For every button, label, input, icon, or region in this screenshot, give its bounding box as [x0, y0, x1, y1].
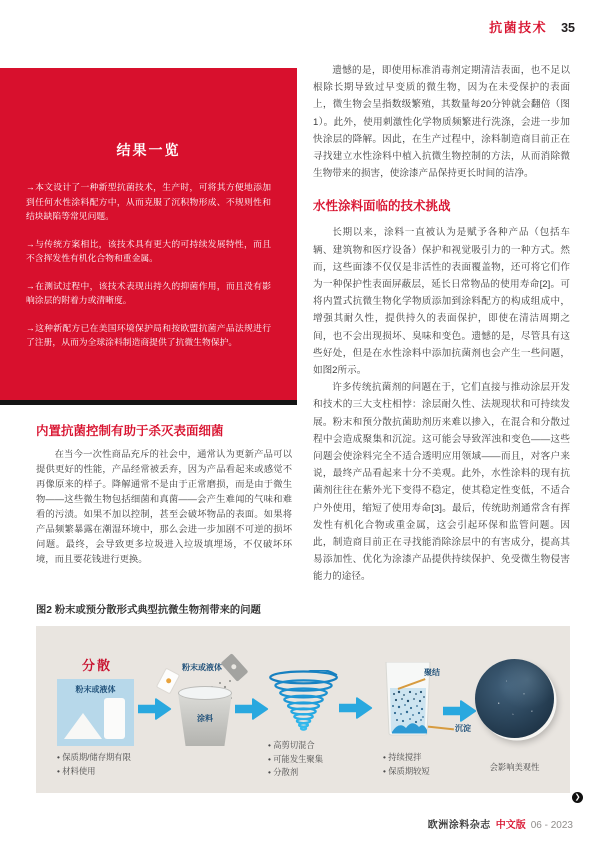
step4-bullets [383, 751, 430, 778]
results-bullet: →与传统方案相比，该技术具有更大的可持续发展特性，而且不含挥发性有机化合物和重金属。 [26, 238, 271, 263]
step3-bullets [268, 739, 323, 780]
right-paragraph-2: 长期以来，涂料一直被认为是赋予各种产品（包括车辆、建筑物和医疗设备）保护和视觉吸引力的一种方式。然而，这些面漆不仅仅是非活性的表面覆盖物，还可将它们作为一种保护性表面屏蔽层，延长日常物品的使用寿命[2]。可将内置式抗微生物化学物质添加到涂料配方的构成组成中，增强其耐久性，提供持久的表面保护，即使在清洁周期之间，也不会出现损坏、臭味和变色。遗憾的是，尽管具有这些好处，但是在水性涂料中添加抗菌剂也会产生一些问题，如图2所示。 [313, 227, 570, 377]
white-sachet-icon [156, 668, 180, 695]
list-item: • 保质期较短 [383, 765, 430, 779]
flow-arrow-icon [339, 696, 373, 720]
list-item: • 分散剂 [268, 766, 323, 780]
flow-arrow-icon [138, 697, 172, 721]
powder-box [57, 679, 134, 746]
paint-bucket-icon [178, 686, 232, 746]
list-item: • 保质期/储存期有限 [57, 751, 131, 765]
left-article-heading: 内置抗菌控制有助于杀灭表面细菌 [36, 424, 224, 438]
figure-caption: 图2 粉末或预分散形式典型抗微生物剂带来的问题 [36, 605, 261, 616]
results-bullet: →本文设计了一种新型抗菌技术，生产时，可将其方便地添加到任何水性涂料配方中，从而克服了沉积物形成、不规则性和结块缺陷等常见问题。 [26, 182, 271, 221]
results-bullet: →这种新配方已在美国环境保护局和按欧盟抗菌产品法规进行了注册，从而为全球涂料制造商提供了抗微生物保护。 [26, 322, 271, 347]
issue-number: 06 - 2023 [530, 820, 573, 831]
right-column [313, 62, 570, 586]
step1-bullets [57, 751, 131, 778]
flow-arrow-icon [235, 697, 269, 721]
mixing-vortex-icon [268, 670, 342, 738]
figure-panel [36, 626, 570, 793]
powder-pile-icon [64, 713, 102, 739]
right-paragraph-3: 许多传统抗菌剂的问题在于，它们直接与推动涂层开发和技术的三大支柱相悖：涂层耐久性、法规现状和可持续发展。粉末和预分散抗菌助剂历来难以掺入，在混合和分散过程中会造成聚集和沉淀。这可能会导致浑浊和变色——这些问题会使涂料完全不适合透明应用领域——而且，对客户来说，最终产品看起来十分不美观。此外，水性涂料的现有抗菌剂往往在紫外光下变得不稳定，使其稳定性变低，不适合户外使用，缩短了使用寿命[3]。最后，传统助剂通常含有挥发性有机化合物或重金属，这会引起环保和监管问题。因此，制造商目前正在寻找能消除涂层中的有害成分，提高其易添加性、优化为涂漆产品提供持续保护、免受微生物侵害能力的途径。 [313, 382, 570, 583]
sediment-callout-label: 沉淀 [455, 724, 471, 733]
results-overview-box [0, 68, 297, 405]
list-item: • 可能发生聚集 [268, 753, 323, 767]
results-box-title: 结果一览 [116, 142, 181, 158]
section-topic-label: 抗菌技术 [489, 20, 548, 35]
right-article-heading: 水性涂料面临的技术挑战 [313, 199, 451, 214]
journal-name: 欧洲涂料杂志 [427, 820, 491, 831]
list-item: • 高剪切混合 [268, 739, 323, 753]
right-paragraph-1: 遗憾的是，即使用标准消毒剂定期清洁表面，也不足以根除长期导致过早变质的微生物，因为在未受保护的表面上，微生物会呈指数级繁殖，其数量每20分钟就会翻倍（图1）。此外，使用刺激性化学物质频繁进行洗涤，会进一步加快涂层的降解。因此，在生产过程中，涂料制造商目前正在寻找建立水性涂料中植入抗微生物控制的方法，从而消除微生物带来的损害，使涂漆产品保持更长时间的洁净。 [313, 65, 570, 180]
dispersion-stage-label: 分散 [82, 658, 113, 673]
coalescence-callout-label: 聚结 [424, 668, 440, 677]
edition-label: 中文版 [495, 820, 526, 831]
page-header [489, 17, 575, 36]
bucket-label: 涂料 [197, 714, 213, 723]
left-article-paragraph: 在当今一次性商品充斥的社会中，通常认为更新产品可以提供更好的性能，产品经常被丢弃，因为产品看起来或感觉不再像原来的样子。降解通常不是由于正常磨损，而是由于微生物——这些微生物包括细菌和真菌——会产生难闻的气味和难看的污渍。如果不加以控制，甚至会破坏物品的表面。如果将产品频繁暴露在潮湿环境中，那么会进一步加剧不可逆的损坏问题。最终，会导致更多垃圾进入垃圾填埋场，不仅破坏环境，而且要花钱进行更换。 [36, 449, 292, 564]
page-number: 35 [561, 21, 575, 35]
next-page-icon[interactable]: ❯ [572, 792, 583, 803]
step5-caption: 会影响美观性 [489, 762, 540, 772]
results-bullet: →在测试过程中，该技术表现出持久的抑菌作用，而且没有影响涂层的附着力或清晰度。 [26, 280, 271, 305]
liquid-bottle-icon [104, 698, 125, 739]
list-item: • 材料使用 [57, 765, 131, 779]
petri-dish-icon [475, 659, 554, 738]
powder-box-label: 粉末或液体 [75, 685, 116, 694]
bucket-paint-surface [178, 686, 232, 700]
flow-arrow-icon [443, 699, 477, 723]
page-footer [428, 816, 573, 831]
powder-pour-label: 粉末或液体 [182, 663, 222, 672]
list-item: • 持续搅拌 [383, 751, 430, 765]
